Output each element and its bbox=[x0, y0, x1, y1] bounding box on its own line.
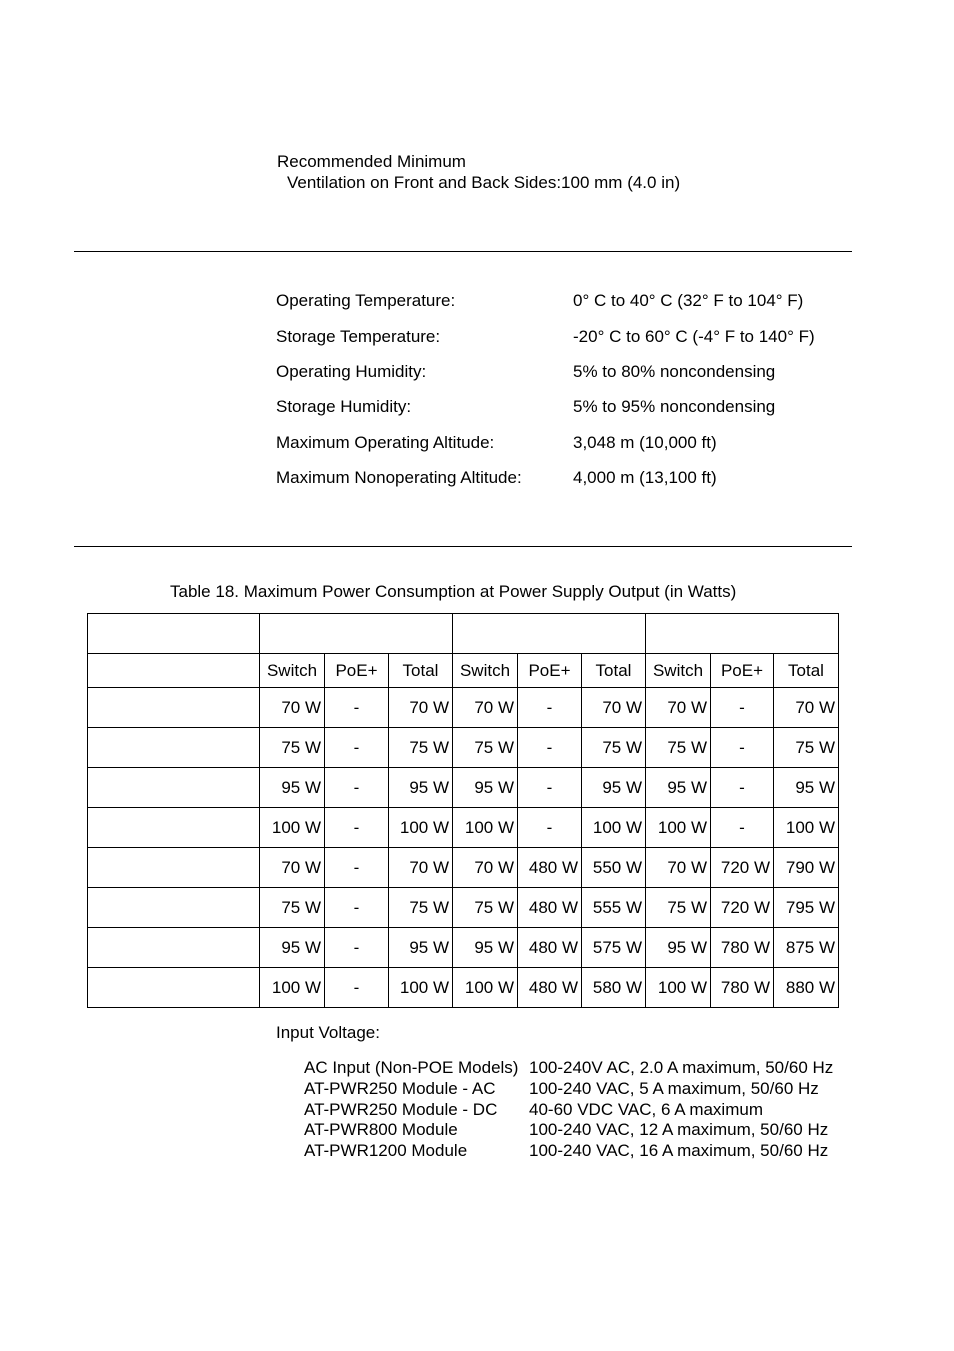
table-cell: 70 W bbox=[646, 688, 711, 728]
table-row bbox=[88, 688, 839, 728]
env-row bbox=[276, 291, 856, 313]
row-label-cell bbox=[88, 768, 260, 808]
voltage-value: 40-60 VDC VAC, 6 A maximum bbox=[529, 1100, 763, 1119]
table-cell: 875 W bbox=[774, 928, 839, 968]
table-row bbox=[88, 888, 839, 928]
table-cell: 70 W bbox=[260, 848, 325, 888]
table-cell: 100 W bbox=[453, 808, 518, 848]
table-cell: 75 W bbox=[646, 888, 711, 928]
env-value: 4,000 m (13,100 ft) bbox=[573, 468, 717, 487]
env-value: 0° C to 40° C (32° F to 104° F) bbox=[573, 291, 804, 310]
header-group-cell bbox=[260, 614, 453, 654]
table-cell: - bbox=[711, 768, 774, 808]
table-cell: 70 W bbox=[646, 848, 711, 888]
table-cell: 580 W bbox=[582, 968, 646, 1008]
table-cell: 795 W bbox=[774, 888, 839, 928]
subheader-cell: PoE+ bbox=[518, 654, 582, 688]
table-cell: 100 W bbox=[389, 968, 453, 1008]
table-cell: 100 W bbox=[582, 808, 646, 848]
subheader-cell: Switch bbox=[453, 654, 518, 688]
table-cell: - bbox=[518, 808, 582, 848]
table-cell: - bbox=[325, 928, 389, 968]
table-header-row bbox=[88, 614, 839, 654]
table-cell: 880 W bbox=[774, 968, 839, 1008]
voltage-value: 100-240 VAC, 5 A maximum, 50/60 Hz bbox=[529, 1079, 819, 1098]
env-label: Storage Humidity: bbox=[276, 397, 412, 416]
table-cell: 780 W bbox=[711, 928, 774, 968]
table-cell: - bbox=[518, 728, 582, 768]
voltage-value: 100-240V AC, 2.0 A maximum, 50/60 Hz bbox=[529, 1058, 834, 1077]
table-cell: - bbox=[325, 808, 389, 848]
table-cell: 790 W bbox=[774, 848, 839, 888]
row-label-cell bbox=[88, 728, 260, 768]
table-cell: 75 W bbox=[260, 728, 325, 768]
table-cell: 100 W bbox=[260, 968, 325, 1008]
table-cell: 780 W bbox=[711, 968, 774, 1008]
table-row bbox=[88, 768, 839, 808]
table-row bbox=[88, 848, 839, 888]
table-cell: 95 W bbox=[453, 928, 518, 968]
env-label: Operating Humidity: bbox=[276, 362, 427, 381]
input-voltage-heading: Input Voltage: bbox=[276, 1023, 380, 1042]
ventilation-line-2: Ventilation on Front and Back Sides:100 mm (4.0 in) bbox=[287, 173, 681, 192]
voltage-label: AT-PWR250 Module - AC bbox=[304, 1079, 496, 1098]
table-cell: - bbox=[325, 768, 389, 808]
table-cell: 70 W bbox=[582, 688, 646, 728]
table-cell: 75 W bbox=[774, 728, 839, 768]
subheader-cell: PoE+ bbox=[325, 654, 389, 688]
table-cell: 75 W bbox=[389, 888, 453, 928]
table-cell: 95 W bbox=[260, 928, 325, 968]
table-cell: 100 W bbox=[646, 968, 711, 1008]
header-group-cell bbox=[646, 614, 839, 654]
table-cell: 95 W bbox=[389, 768, 453, 808]
table-cell: 70 W bbox=[260, 688, 325, 728]
subheader-cell: Total bbox=[774, 654, 839, 688]
table-cell: 100 W bbox=[453, 968, 518, 1008]
row-label-cell bbox=[88, 928, 260, 968]
section-divider-1 bbox=[74, 251, 852, 252]
table-row bbox=[88, 968, 839, 1008]
table-cell: 75 W bbox=[453, 888, 518, 928]
table-cell: 100 W bbox=[389, 808, 453, 848]
header-group-cell bbox=[453, 614, 646, 654]
table-cell: 75 W bbox=[260, 888, 325, 928]
subheader-cell: Switch bbox=[260, 654, 325, 688]
table-cell: - bbox=[325, 968, 389, 1008]
ventilation-line-1: Recommended Minimum bbox=[277, 152, 466, 171]
subheader-cell: Total bbox=[389, 654, 453, 688]
table-cell: 100 W bbox=[774, 808, 839, 848]
env-row bbox=[276, 362, 856, 384]
table-cell: 480 W bbox=[518, 888, 582, 928]
voltage-value: 100-240 VAC, 16 A maximum, 50/60 Hz bbox=[529, 1141, 829, 1160]
table-cell: 95 W bbox=[582, 768, 646, 808]
voltage-label: AT-PWR1200 Module bbox=[304, 1141, 468, 1160]
table-cell: - bbox=[711, 688, 774, 728]
table-cell: 100 W bbox=[260, 808, 325, 848]
row-label-cell bbox=[88, 688, 260, 728]
table-cell: 95 W bbox=[260, 768, 325, 808]
table-row bbox=[88, 928, 839, 968]
table-cell: - bbox=[711, 808, 774, 848]
env-row bbox=[276, 433, 856, 455]
subheader-cell: Total bbox=[582, 654, 646, 688]
table-cell: 75 W bbox=[646, 728, 711, 768]
env-label: Maximum Nonoperating Altitude: bbox=[276, 468, 522, 487]
table-cell: - bbox=[518, 768, 582, 808]
row-label-cell bbox=[88, 888, 260, 928]
table-cell: 75 W bbox=[453, 728, 518, 768]
table-cell: 70 W bbox=[389, 848, 453, 888]
table-cell: 720 W bbox=[711, 848, 774, 888]
section-divider-2 bbox=[74, 546, 852, 547]
env-value: 5% to 80% noncondensing bbox=[573, 362, 776, 381]
table-cell: 95 W bbox=[646, 928, 711, 968]
table-cell: 95 W bbox=[389, 928, 453, 968]
table-cell: 555 W bbox=[582, 888, 646, 928]
table-cell: 720 W bbox=[711, 888, 774, 928]
env-label: Operating Temperature: bbox=[276, 291, 456, 310]
env-label: Storage Temperature: bbox=[276, 327, 441, 346]
subheader-cell: PoE+ bbox=[711, 654, 774, 688]
table-cell: 95 W bbox=[646, 768, 711, 808]
table-cell: - bbox=[518, 688, 582, 728]
table-cell: - bbox=[325, 688, 389, 728]
table-cell: 70 W bbox=[453, 848, 518, 888]
env-value: 5% to 95% noncondensing bbox=[573, 397, 776, 416]
env-label: Maximum Operating Altitude: bbox=[276, 433, 495, 452]
env-value: -20° C to 60° C (-4° F to 140° F) bbox=[573, 327, 815, 346]
table-cell: 575 W bbox=[582, 928, 646, 968]
table-cell: 480 W bbox=[518, 848, 582, 888]
row-label-cell bbox=[88, 808, 260, 848]
header-cell bbox=[88, 614, 260, 654]
voltage-label: AC Input (Non-POE Models) bbox=[304, 1058, 519, 1077]
subheader-cell bbox=[88, 654, 260, 688]
voltage-value: 100-240 VAC, 12 A maximum, 50/60 Hz bbox=[529, 1120, 829, 1139]
table-row bbox=[88, 728, 839, 768]
table-caption: Table 18. Maximum Power Consumption at Power Supply Output (in Watts) bbox=[170, 582, 737, 601]
table-body bbox=[88, 688, 839, 1008]
table-cell: 70 W bbox=[389, 688, 453, 728]
table-cell: 480 W bbox=[518, 928, 582, 968]
table-cell: 70 W bbox=[774, 688, 839, 728]
voltage-label: AT-PWR250 Module - DC bbox=[304, 1100, 498, 1119]
table-cell: 95 W bbox=[774, 768, 839, 808]
table-cell: 75 W bbox=[582, 728, 646, 768]
table-cell: - bbox=[325, 728, 389, 768]
env-row bbox=[276, 468, 856, 490]
voltage-label: AT-PWR800 Module bbox=[304, 1120, 458, 1139]
table-cell: - bbox=[325, 888, 389, 928]
power-consumption-table bbox=[87, 613, 839, 1008]
env-value: 3,048 m (10,000 ft) bbox=[573, 433, 717, 452]
env-row bbox=[276, 397, 856, 419]
table-cell: 70 W bbox=[453, 688, 518, 728]
subheader-cell: Switch bbox=[646, 654, 711, 688]
table-cell: 550 W bbox=[582, 848, 646, 888]
env-row bbox=[276, 327, 856, 349]
table-subheader-row bbox=[88, 654, 839, 688]
table-row bbox=[88, 808, 839, 848]
table-cell: - bbox=[711, 728, 774, 768]
row-label-cell bbox=[88, 848, 260, 888]
row-label-cell bbox=[88, 968, 260, 1008]
table-cell: 95 W bbox=[453, 768, 518, 808]
table-cell: - bbox=[325, 848, 389, 888]
table-cell: 100 W bbox=[646, 808, 711, 848]
table-cell: 480 W bbox=[518, 968, 582, 1008]
table-cell: 75 W bbox=[389, 728, 453, 768]
